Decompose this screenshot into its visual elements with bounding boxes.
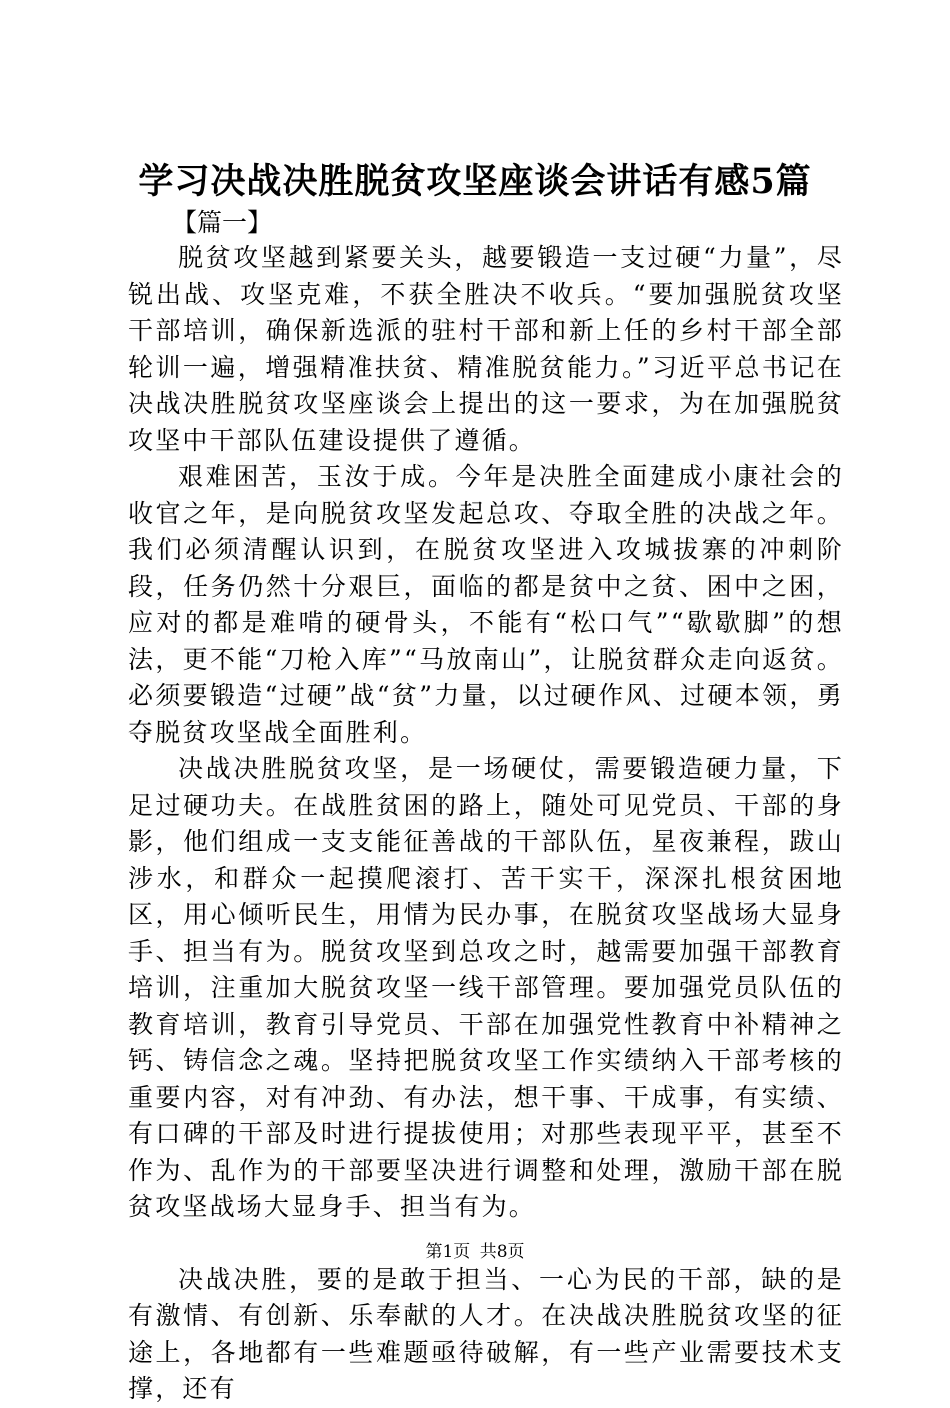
section-heading: 【篇一】 bbox=[172, 208, 273, 237]
paragraph: 决战决胜脱贫攻坚，是一场硬仗，需要锻造硬力量，下足过硬功夫。在战胜贫困的路上，随处可见党员、干部的身影，他们组成一支支能征善战的干部队伍，星夜兼程，跋山涉水，和群众一起摸爬滚打、苦干实干，深深扎根贫困地区，用心倾听民生，用情为民办事，在脱贫攻坚战场大显身手、担当有为。脱贫攻坚到总攻之时，越需要加强干部教育培训，注重加大脱贫攻坚一线干部管理。要加强党员队伍的教育培训，教育引导党员、干部在加强党性教育中补精神之钙、铸信念之魂。坚持把脱贫攻坚工作实绩纳入干部考核的重要内容，对有冲劲、有办法，想干事、干成事，有实绩、有口碑的干部及时进行提拔使用；对那些表现平平，甚至不作为、乱作为的干部要坚决进行调整和处理，激励干部在脱贫攻坚战场大显身手、担当有为。 bbox=[128, 754, 844, 1221]
page-number-footer: 第1页 共8页 bbox=[425, 1242, 525, 1262]
document-title: 学习决战决胜脱贫攻坚座谈会讲话有感5篇 bbox=[138, 161, 812, 202]
paragraph: 艰难困苦，玉汝于成。今年是决胜全面建成小康社会的收官之年，是向脱贫攻坚发起总攻、夺取全胜的决战之年。我们必须清醒认识到，在脱贫攻坚进入攻城拔寨的冲刺阶段，任务仍然十分艰巨，面临的都是贫中之贫、困中之困，应对的都是难啃的硬骨头，不能有“松口气”“歇歇脚”的想法，更不能“刀枪入库”“马放南山”，让脱贫群众走向返贫。必须要锻造“过硬”战“贫”力量，以过硬作风、过硬本领，勇夺脱贫攻坚战全面胜利。 bbox=[128, 462, 844, 747]
paragraph: 决战决胜，要的是敢于担当、一心为民的干部，缺的是有激情、有创新、乐奉献的人才。在决战决胜脱贫攻坚的征途上，各地都有一些难题亟待破解，有一些产业需要技术支撑，还有 bbox=[128, 1264, 844, 1403]
document-body bbox=[128, 240, 844, 1408]
paragraph: 脱贫攻坚越到紧要关头，越要锻造一支过硬“力量”，尽锐出战、攻坚克难，不获全胜决不收兵。“要加强脱贫攻坚干部培训，确保新选派的驻村干部和新上任的乡村干部全部轮训一遍，增强精准扶贫、精准脱贫能力。”习近平总书记在决战决胜脱贫攻坚座谈会上提出的这一要求，为在加强脱贫攻坚中干部队伍建设提供了遵循。 bbox=[128, 243, 844, 455]
